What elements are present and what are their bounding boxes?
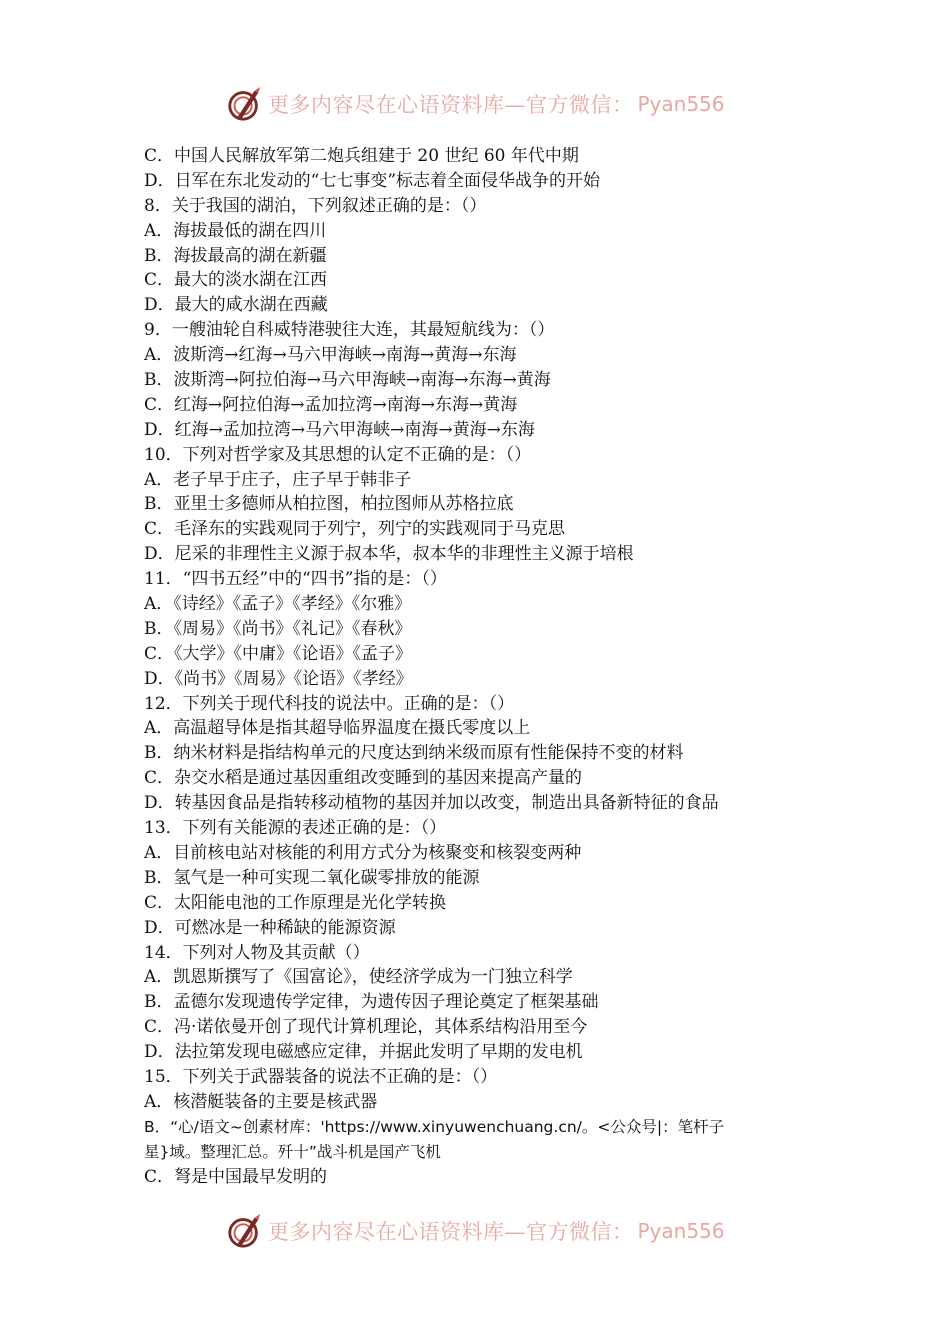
banner-wechat-id: Pyan556 [637, 92, 725, 116]
banner-text: 更多内容尽在心语资料库—官方微信： [268, 1220, 634, 1244]
option-line: B．波斯湾→阿拉伯海→马六甲海峡→南海→东海→黄海 [144, 370, 551, 391]
option-line: A．海拔最低的湖在四川 [144, 220, 327, 241]
option-line: B．亚里士多德师从柏拉图，柏拉图师从苏格拉底 [144, 494, 514, 515]
text-line: C．中国人民解放军第二炮兵组建于 20 世纪 60 年代中期 [144, 146, 579, 166]
quill-logo-icon [226, 1212, 264, 1250]
question-8: 8．关于我国的湖泊，下列叙述正确的是：（） [144, 195, 487, 216]
quill-logo-icon [226, 85, 264, 123]
option-line: C．毛泽东的实践观同于列宁，列宁的实践观同于马克思 [144, 519, 566, 540]
option-line: A．凯恩斯撰写了《国富论》，使经济学成为一门独立科学 [144, 967, 573, 988]
option-line: C．《大学》《中庸》《论语》《孟子》 [144, 643, 413, 664]
option-line: D．《尚书》《周易》《论语》《孝经》 [144, 668, 413, 689]
option-line: D．最大的咸水湖在西藏 [144, 295, 328, 316]
option-line: D．尼采的非理性主义源于叔本华，叔本华的非理性主义源于培根 [144, 544, 634, 565]
option-line: C．弩是中国最早发明的 [144, 1166, 328, 1187]
footer-banner [226, 1211, 746, 1251]
option-line-watermark-continued: 星}域。整理汇总。歼十”战斗机是国产飞机 [144, 1142, 441, 1161]
banner-text: 更多内容尽在心语资料库—官方微信： [268, 93, 634, 117]
option-line: A．目前核电站对核能的利用方式分为核聚变和核裂变两种 [144, 842, 582, 863]
option-line: C．冯·诺依曼开创了现代计算机理论，其体系结构沿用至今 [144, 1017, 588, 1038]
question-11: 11．“四书五经”中的“四书”指的是：（） [144, 569, 447, 590]
option-line: D．转基因食品是指转移动植物的基因并加以改变，制造出具备新特征的食品 [144, 793, 719, 814]
option-line: C．最大的淡水湖在江西 [144, 270, 328, 291]
option-line: A．波斯湾→红海→马六甲海峡→南海→黄海→东海 [144, 345, 517, 366]
option-line: C．太阳能电池的工作原理是光化学转换 [144, 892, 447, 913]
option-line: A．《诗经》《孟子》《孝经》《尔雅》 [144, 594, 412, 615]
question-10: 10．下列对哲学家及其思想的认定不正确的是：（） [144, 444, 532, 465]
question-9: 9．一艘油轮自科威特港驶往大连，其最短航线为：（） [144, 320, 555, 341]
option-line: A．高温超导体是指其超导临界温度在摄氏零度以上 [144, 718, 531, 739]
header-banner [226, 84, 746, 124]
question-text-body [144, 144, 824, 1189]
option-line: B．海拔最高的湖在新疆 [144, 245, 327, 266]
option-line: D．可燃冰是一种稀缺的能源资源 [144, 917, 396, 938]
option-line: B．纳米材料是指结构单元的尺度达到纳米级而原有性能保持不变的材料 [144, 743, 684, 764]
question-13: 13．下列有关能源的表述正确的是：（） [144, 818, 447, 839]
question-15: 15．下列关于武器装备的说法不正确的是：（） [144, 1066, 498, 1087]
option-line: B．氢气是一种可实现二氧化碳零排放的能源 [144, 867, 480, 888]
question-12: 12．下列关于现代科技的说法中。正确的是：（） [144, 693, 515, 714]
option-line: B．孟德尔发现遗传学定律，为遗传因子理论奠定了框架基础 [144, 992, 599, 1013]
option-line: C．杂交水稻是通过基因重组改变睡到的基因来提高产量的 [144, 768, 583, 789]
option-line-watermark: B．“心/语文~创素材库：'https://www.xinyuwenchuang.cn/。<公众号|：笔杆子 [144, 1117, 725, 1136]
option-line: A．老子早于庄子，庄子早于韩非子 [144, 469, 412, 490]
option-line: B．《周易》《尚书》《礼记》《春秋》 [144, 618, 412, 639]
option-line: D．法拉第发现电磁感应定律，并据此发明了早期的发电机 [144, 1042, 583, 1063]
text-line: D．日军在东北发动的“七七事变”标志着全面侵华战争的开始 [144, 170, 601, 191]
question-14: 14．下列对人物及其贡献（） [144, 942, 370, 963]
option-line: A．核潜艇装备的主要是核武器 [144, 1091, 378, 1112]
option-line: D．红海→孟加拉湾→马六甲海峡→南海→黄海→东海 [144, 419, 535, 440]
option-line: C．红海→阿拉伯海→孟加拉湾→南海→东海→黄海 [144, 394, 518, 415]
banner-wechat-id: Pyan556 [637, 1219, 725, 1243]
